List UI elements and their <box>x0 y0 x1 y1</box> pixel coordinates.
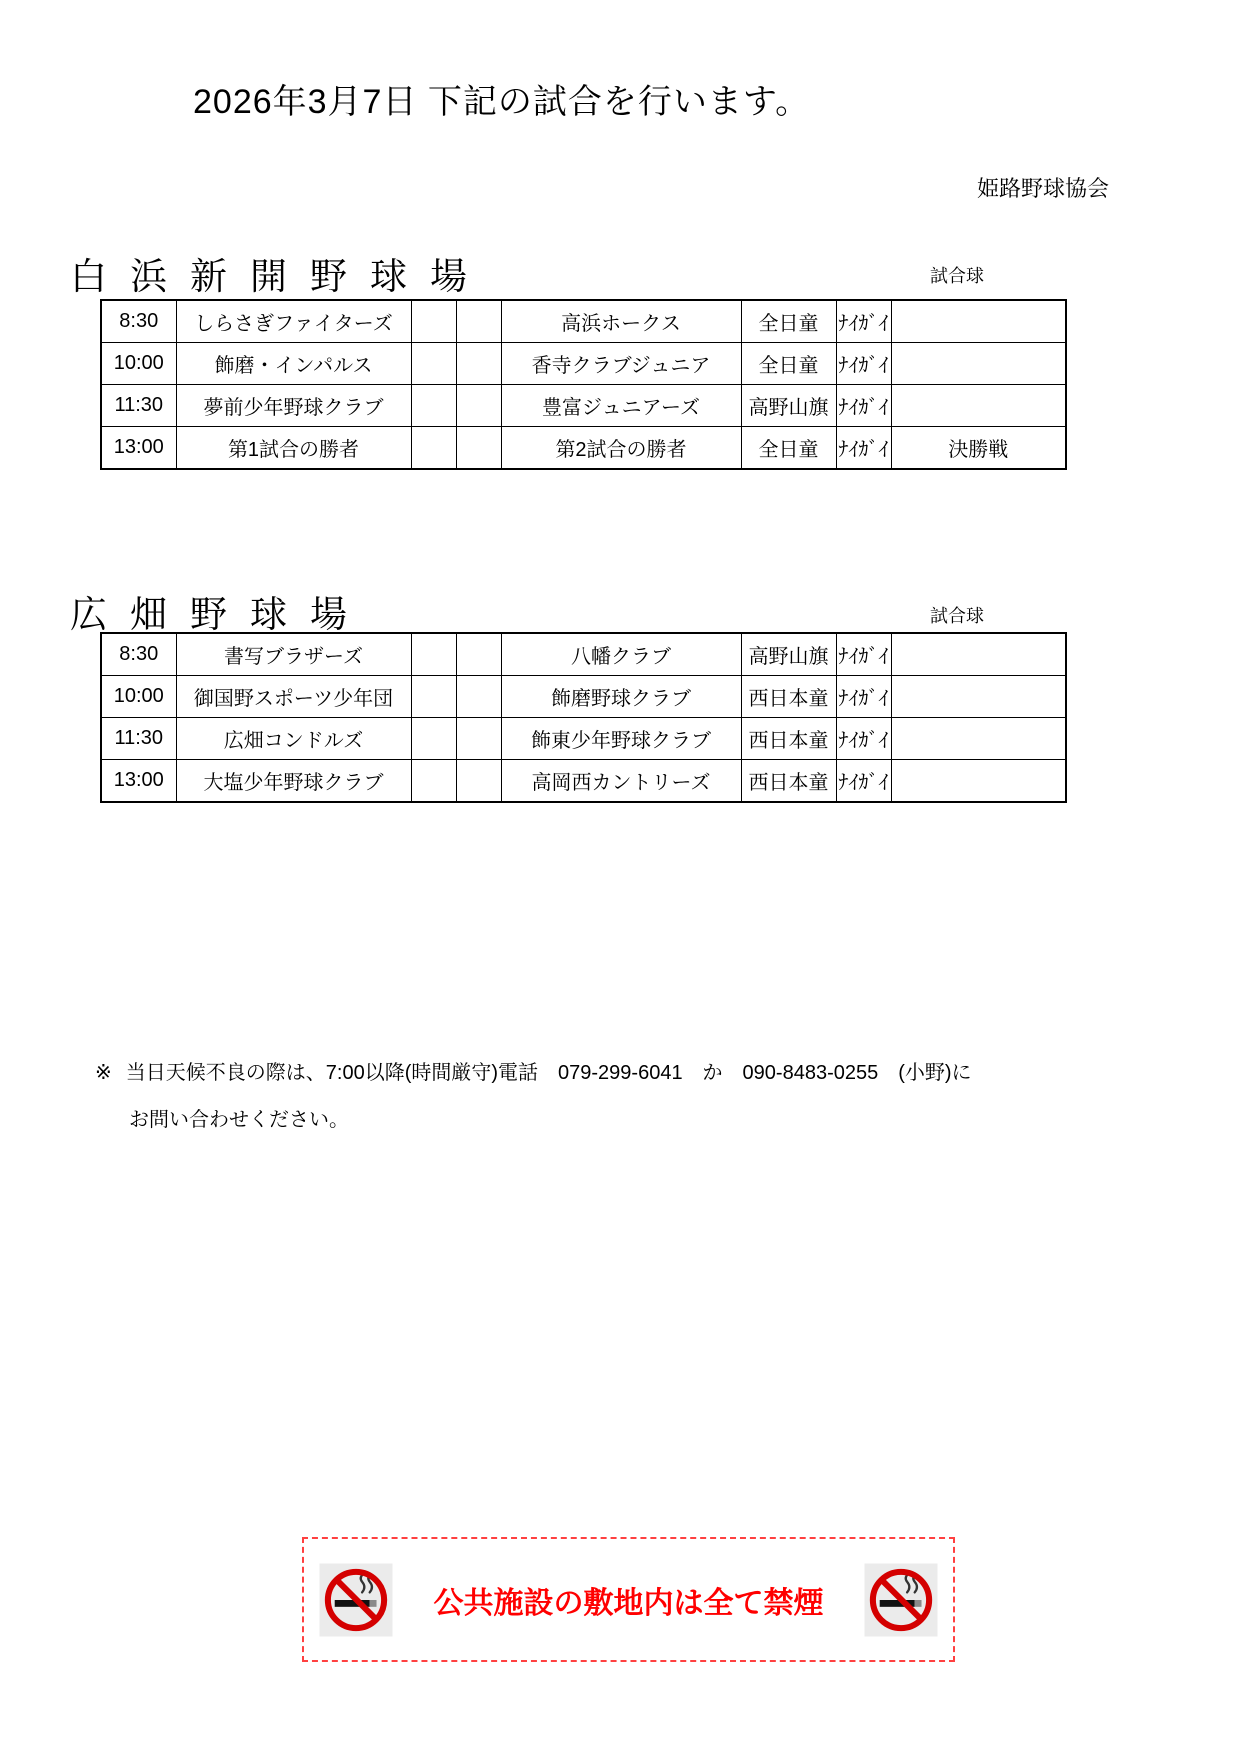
no-smoking-icon <box>318 1554 394 1646</box>
ball-brand-cell: ﾅｲｶﾞｲ <box>836 633 891 676</box>
note-cell <box>891 385 1066 427</box>
note-cell <box>891 760 1066 803</box>
page-title: 2026年3月7日 下記の試合を行います。 <box>193 83 811 121</box>
away-team-cell: 第2試合の勝者 <box>501 427 741 470</box>
home-team-cell: 書写ブラザーズ <box>176 633 411 676</box>
score-cell <box>456 760 501 803</box>
ball-brand-cell: ﾅｲｶﾞｲ <box>836 343 891 385</box>
away-team-cell: 八幡クラブ <box>501 633 741 676</box>
score-cell <box>456 385 501 427</box>
note-marker: ※ <box>95 1062 112 1084</box>
organization-name: 姫路野球協会 <box>977 176 1110 201</box>
weather-note-line1 <box>95 1056 972 1085</box>
division-cell: 全日童 <box>741 427 836 470</box>
score-cell <box>456 633 501 676</box>
no-smoking-banner <box>302 1537 955 1662</box>
table-row <box>101 676 1066 718</box>
weather-note-line2: お問い合わせください。 <box>129 1109 349 1131</box>
venue-1-match-ball-label: 試合球 <box>930 266 984 286</box>
home-team-cell: 第1試合の勝者 <box>176 427 411 470</box>
note-cell <box>891 718 1066 760</box>
division-cell: 高野山旗 <box>741 633 836 676</box>
venue-2-name: 広畑野球場 <box>70 594 370 635</box>
division-cell: 高野山旗 <box>741 385 836 427</box>
ball-brand-cell: ﾅｲｶﾞｲ <box>836 676 891 718</box>
venue-1-schedule-table <box>100 299 1067 470</box>
score-cell <box>456 676 501 718</box>
away-team-cell: 香寺クラブジュニア <box>501 343 741 385</box>
time-cell: 11:30 <box>101 718 176 760</box>
score-cell <box>411 427 456 470</box>
away-team-cell: 飾磨野球クラブ <box>501 676 741 718</box>
score-cell <box>456 718 501 760</box>
note-cell <box>891 633 1066 676</box>
away-team-cell: 豊富ジュニアーズ <box>501 385 741 427</box>
score-cell <box>456 300 501 343</box>
table-row <box>101 300 1066 343</box>
score-cell <box>411 760 456 803</box>
time-cell: 8:30 <box>101 300 176 343</box>
venue-2-schedule-table <box>100 632 1067 803</box>
note-cell <box>891 676 1066 718</box>
note-cell <box>891 343 1066 385</box>
table-row <box>101 343 1066 385</box>
score-cell <box>456 343 501 385</box>
home-team-cell: 御国野スポーツ少年団 <box>176 676 411 718</box>
home-team-cell: 夢前少年野球クラブ <box>176 385 411 427</box>
score-cell <box>411 343 456 385</box>
division-cell: 全日童 <box>741 343 836 385</box>
note-cell: 決勝戦 <box>891 427 1066 470</box>
division-cell: 西日本童 <box>741 676 836 718</box>
time-cell: 10:00 <box>101 343 176 385</box>
division-cell: 全日童 <box>741 300 836 343</box>
score-cell <box>411 718 456 760</box>
score-cell <box>411 633 456 676</box>
ball-brand-cell: ﾅｲｶﾞｲ <box>836 300 891 343</box>
table-row <box>101 760 1066 803</box>
no-smoking-icon <box>863 1554 939 1646</box>
ball-brand-cell: ﾅｲｶﾞｲ <box>836 718 891 760</box>
home-team-cell: 大塩少年野球クラブ <box>176 760 411 803</box>
table-row <box>101 427 1066 470</box>
score-cell <box>411 385 456 427</box>
venue-2-match-ball-label: 試合球 <box>930 606 984 626</box>
time-cell: 10:00 <box>101 676 176 718</box>
ball-brand-cell: ﾅｲｶﾞｲ <box>836 760 891 803</box>
weather-note-text: 当日天候不良の際は、7:00以降(時間厳守)電話 079-299-6041 か 090-8483-0255 (小野)に <box>125 1062 972 1084</box>
time-cell: 11:30 <box>101 385 176 427</box>
table-row <box>101 385 1066 427</box>
venue-1-name: 白浜新開野球場 <box>70 256 490 297</box>
time-cell: 8:30 <box>101 633 176 676</box>
home-team-cell: 飾磨・インパルス <box>176 343 411 385</box>
time-cell: 13:00 <box>101 427 176 470</box>
score-cell <box>456 427 501 470</box>
away-team-cell: 高浜ホークス <box>501 300 741 343</box>
away-team-cell: 高岡西カントリーズ <box>501 760 741 803</box>
note-cell <box>891 300 1066 343</box>
score-cell <box>411 676 456 718</box>
ball-brand-cell: ﾅｲｶﾞｲ <box>836 427 891 470</box>
home-team-cell: しらさぎファイターズ <box>176 300 411 343</box>
time-cell: 13:00 <box>101 760 176 803</box>
no-smoking-text: 公共施設の敷地内は全て禁煙 <box>433 1586 824 1620</box>
division-cell: 西日本童 <box>741 718 836 760</box>
away-team-cell: 飾東少年野球クラブ <box>501 718 741 760</box>
division-cell: 西日本童 <box>741 760 836 803</box>
ball-brand-cell: ﾅｲｶﾞｲ <box>836 385 891 427</box>
score-cell <box>411 300 456 343</box>
table-row <box>101 633 1066 676</box>
table-row <box>101 718 1066 760</box>
home-team-cell: 広畑コンドルズ <box>176 718 411 760</box>
